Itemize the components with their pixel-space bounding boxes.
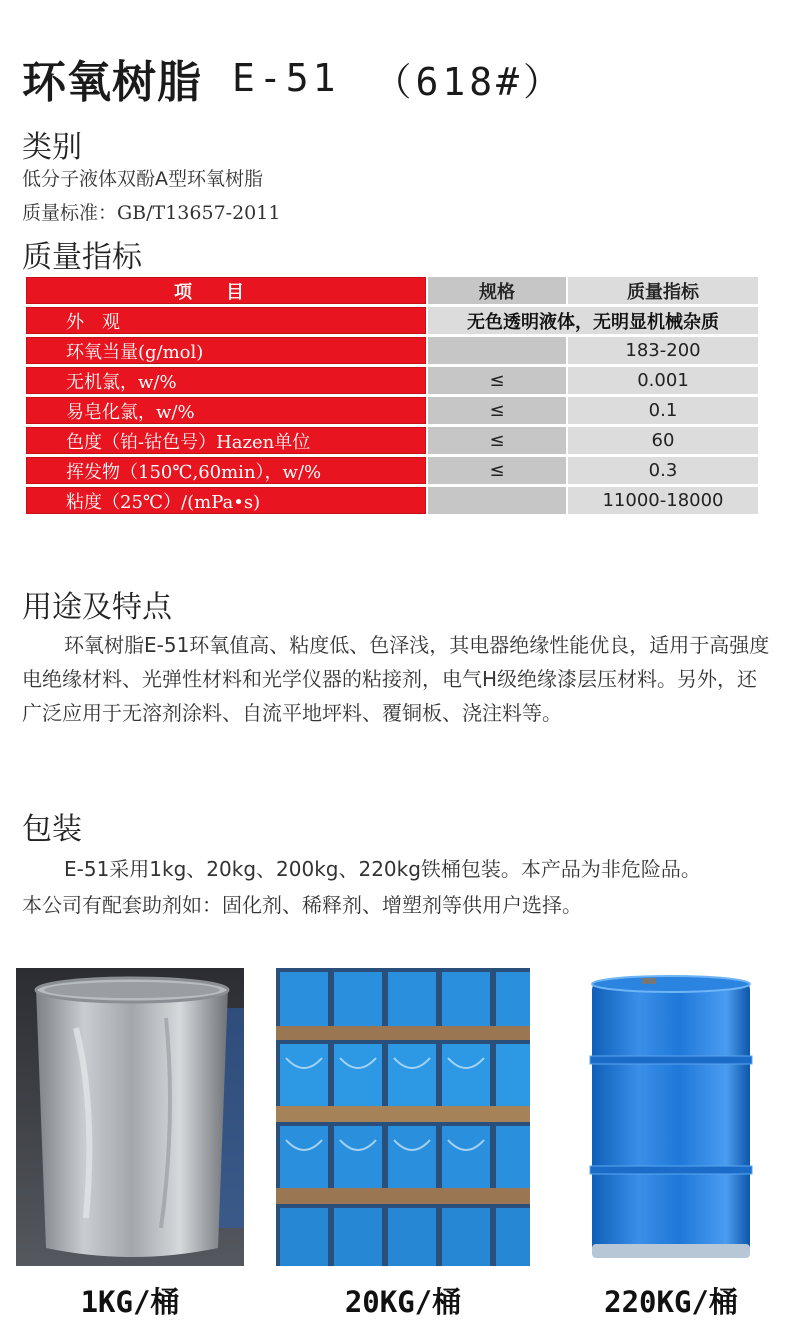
row-value: 0.3 xyxy=(568,457,758,484)
row-spec xyxy=(428,337,566,364)
row-spec xyxy=(428,487,566,514)
title-model: E-51 xyxy=(232,56,340,100)
can-1kg-image xyxy=(16,968,244,1266)
row-item: 粘度（25℃）/(mPa•s) xyxy=(26,487,426,514)
caption-1kg: 1KG/桶 xyxy=(80,1285,180,1319)
drum-220kg-image xyxy=(582,968,760,1266)
row-value: 0.001 xyxy=(568,367,758,394)
table-row xyxy=(26,367,758,394)
table-header-row xyxy=(26,277,758,304)
row-spec: ≤ xyxy=(428,427,566,454)
pail-stack-icon xyxy=(276,968,530,1266)
row-item: 色度（铂-钴色号）Hazen单位 xyxy=(26,427,426,454)
row-value: 60 xyxy=(568,427,758,454)
page-title xyxy=(22,48,565,108)
row-value: 11000-18000 xyxy=(568,487,758,514)
usage-text: 环氧树脂E-51环氧值高、粘度低、色泽浅，其电器绝缘性能优良，适用于高强度电绝缘材料、光弹性材料和光学仪器的粘接剂，电气H级绝缘漆层压材料。另外，还广泛应用于无溶剂涂料、自流平地坪料、覆铜板、浇注料等。 xyxy=(22,633,770,725)
table-row xyxy=(26,457,758,484)
title-number: （618#） xyxy=(373,59,566,104)
usage-heading: 用途及特点 xyxy=(22,590,172,625)
caption-220kg: 220KG/桶 xyxy=(604,1285,738,1319)
row-item: 无机氯，w/% xyxy=(26,367,426,394)
row-item: 外 观 xyxy=(26,307,426,334)
row-spec: ≤ xyxy=(428,397,566,424)
category-description: 低分子液体双酚A型环氧树脂 xyxy=(22,168,263,190)
caption-20kg: 20KG/桶 xyxy=(344,1285,462,1319)
row-value-merged: 无色透明液体，无明显机械杂质 xyxy=(428,307,758,334)
col-header-value: 质量指标 xyxy=(568,277,758,304)
packaging-line1: E-51采用1kg、20kg、200kg、220kg铁桶包装。本产品为非危险品。 xyxy=(64,857,701,881)
quality-standard: 质量标准：GB/T13657-2011 xyxy=(22,202,281,224)
row-spec: ≤ xyxy=(428,457,566,484)
table-row xyxy=(26,307,758,334)
table-row xyxy=(26,397,758,424)
row-value: 183-200 xyxy=(568,337,758,364)
row-value: 0.1 xyxy=(568,397,758,424)
table-row xyxy=(26,337,758,364)
tin-can-icon xyxy=(16,968,244,1266)
category-heading: 类别 xyxy=(22,130,82,165)
quality-table xyxy=(24,274,760,517)
title-main: 环氧树脂 xyxy=(22,57,202,108)
col-header-item: 项目 xyxy=(26,277,426,304)
row-item: 易皂化氯，w/% xyxy=(26,397,426,424)
pails-20kg-image xyxy=(276,968,530,1266)
row-item: 挥发物（150℃,60min），w/% xyxy=(26,457,426,484)
quality-heading: 质量指标 xyxy=(22,240,142,275)
packaging-line2: 本公司有配套助剂如：固化剂、稀释剂、增塑剂等供用户选择。 xyxy=(22,893,582,917)
steel-drum-icon xyxy=(582,968,760,1266)
col-header-spec: 规格 xyxy=(428,277,566,304)
row-spec: ≤ xyxy=(428,367,566,394)
packaging-heading: 包装 xyxy=(22,812,82,847)
table-row xyxy=(26,427,758,454)
row-item: 环氧当量(g/mol) xyxy=(26,337,426,364)
table-row xyxy=(26,487,758,514)
